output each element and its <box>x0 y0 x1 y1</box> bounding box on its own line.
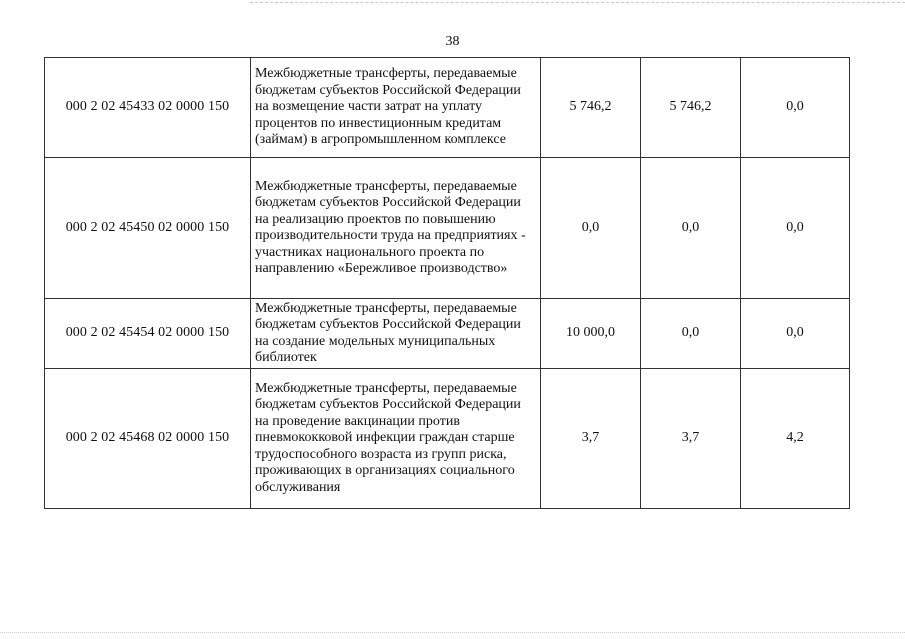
description-cell: Межбюджетные трансферты, передаваемые бюджетам субъектов Российской Федерации на создание модельных муниципальных библиотек <box>251 299 541 369</box>
table-row <box>45 58 850 158</box>
amount-cell-3: 4,2 <box>741 369 850 509</box>
description-cell: Межбюджетные трансферты, передаваемые бюджетам субъектов Российской Федерации на возмещение части затрат на уплату процентов по инвестиционным кредитам (займам) в агропромышленном комплексе <box>251 58 541 158</box>
description-cell: Межбюджетные трансферты, передаваемые бюджетам субъектов Российской Федерации на проведение вакцинации против пневмококковой инфекции граждан старше трудоспособного возраста из групп риска, проживающих в организациях социального обслуживания <box>251 369 541 509</box>
amount-cell-1: 0,0 <box>541 158 641 299</box>
amount-cell-2: 5 746,2 <box>641 58 741 158</box>
amount-cell-3: 0,0 <box>741 299 850 369</box>
scan-bottom-edge <box>0 632 905 633</box>
table-row <box>45 158 850 299</box>
amount-cell-2: 0,0 <box>641 299 741 369</box>
budget-code-cell: 000 2 02 45433 02 0000 150 <box>45 58 251 158</box>
page-number: 38 <box>445 34 460 49</box>
amount-cell-2: 0,0 <box>641 158 741 299</box>
amount-cell-1: 10 000,0 <box>541 299 641 369</box>
scan-top-edge <box>250 2 905 3</box>
amount-cell-3: 0,0 <box>741 58 850 158</box>
table-row <box>45 299 850 369</box>
budget-code-cell: 000 2 02 45468 02 0000 150 <box>45 369 251 509</box>
amount-cell-1: 3,7 <box>541 369 641 509</box>
description-cell: Межбюджетные трансферты, передаваемые бюджетам субъектов Российской Федерации на реализацию проектов по повышению производительности труда на предприятиях - участниках национального проекта по направлению «Бережливое производство» <box>251 158 541 299</box>
table-row <box>45 369 850 509</box>
budget-code-cell: 000 2 02 45450 02 0000 150 <box>45 158 251 299</box>
amount-cell-3: 0,0 <box>741 158 850 299</box>
amount-cell-2: 3,7 <box>641 369 741 509</box>
amount-cell-1: 5 746,2 <box>541 58 641 158</box>
budget-table <box>44 57 850 509</box>
budget-code-cell: 000 2 02 45454 02 0000 150 <box>45 299 251 369</box>
